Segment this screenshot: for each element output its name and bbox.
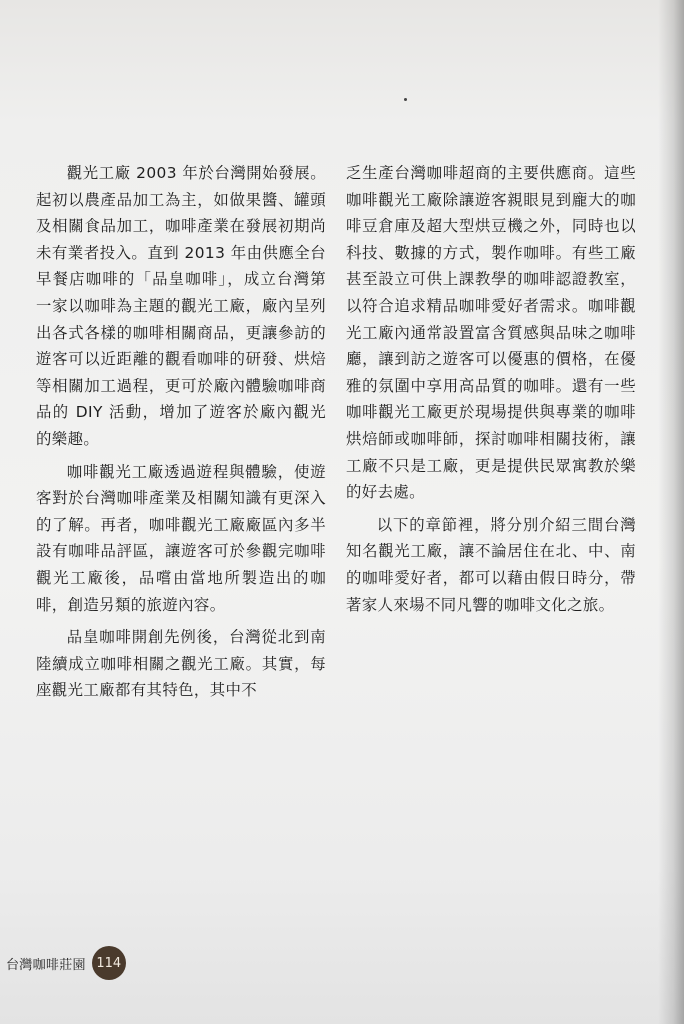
speck-mark: [404, 98, 407, 101]
paragraph: 觀光工廠 2003 年於台灣開始發展。起初以農產品加工為主，如做果醬、罐頭及相關食品加工，咖啡產業在發展初期尚未有業者投入。直到 2013 年由供應全台早餐店咖啡的「品皇咖啡」，成立台灣第一家以咖啡為主題的觀光工廠，廠內呈列出各式各樣的咖啡相關商品，更讓參訪的遊客可以近距離的觀看咖啡的研發、烘焙等相關加工過程，更可於廠內體驗咖啡商品的 DIY 活動，增加了遊客於廠內觀光的樂趣。: [36, 164, 326, 448]
page-edge-shadow: [658, 0, 684, 1024]
paragraph: 品皇咖啡開創先例後，台灣從北到南陸續成立咖啡相關之觀光工廠。其實，每座觀光工廠都有其特色，其中不: [36, 628, 326, 700]
paragraph: 乏生產台灣咖啡超商的主要供應商。這些咖啡觀光工廠除讓遊客親眼見到龐大的咖啡豆倉庫及超大型烘豆機之外，同時也以科技、數據的方式，製作咖啡。有些工廠甚至設立可供上課教學的咖啡認證教室，以符合追求精品咖啡愛好者需求。咖啡觀光工廠內通常設置富含質感與品味之咖啡廳，讓到訪之遊客可以優惠的價格，在優雅的氛圍中享用高品質的咖啡。還有一些咖啡觀光工廠更於現場提供與專業的咖啡烘焙師或咖啡師，探討咖啡相關技術，讓工廠不只是工廠，更是提供民眾寓教於樂的好去處。: [346, 164, 636, 502]
book-title: 台灣咖啡莊園: [6, 957, 86, 973]
page-footer: [0, 946, 126, 980]
paragraph: 以下的章節裡，將分別介紹三間台灣知名觀光工廠，讓不論居住在北、中、南的咖啡愛好者，都可以藉由假日時分，帶著家人來場不同凡響的咖啡文化之旅。: [346, 515, 636, 614]
left-text-column: [36, 160, 326, 710]
paragraph: 咖啡觀光工廠透過遊程與體驗，使遊客對於台灣咖啡產業及相關知識有更深入的了解。再者，咖啡觀光工廠廠區內多半設有咖啡品評區，讓遊客可於參觀完咖啡觀光工廠後，品嚐由當地所製造出的咖啡，創造另類的旅遊內容。: [36, 462, 326, 614]
page-number: 114: [92, 946, 126, 980]
right-text-column: [346, 160, 636, 624]
